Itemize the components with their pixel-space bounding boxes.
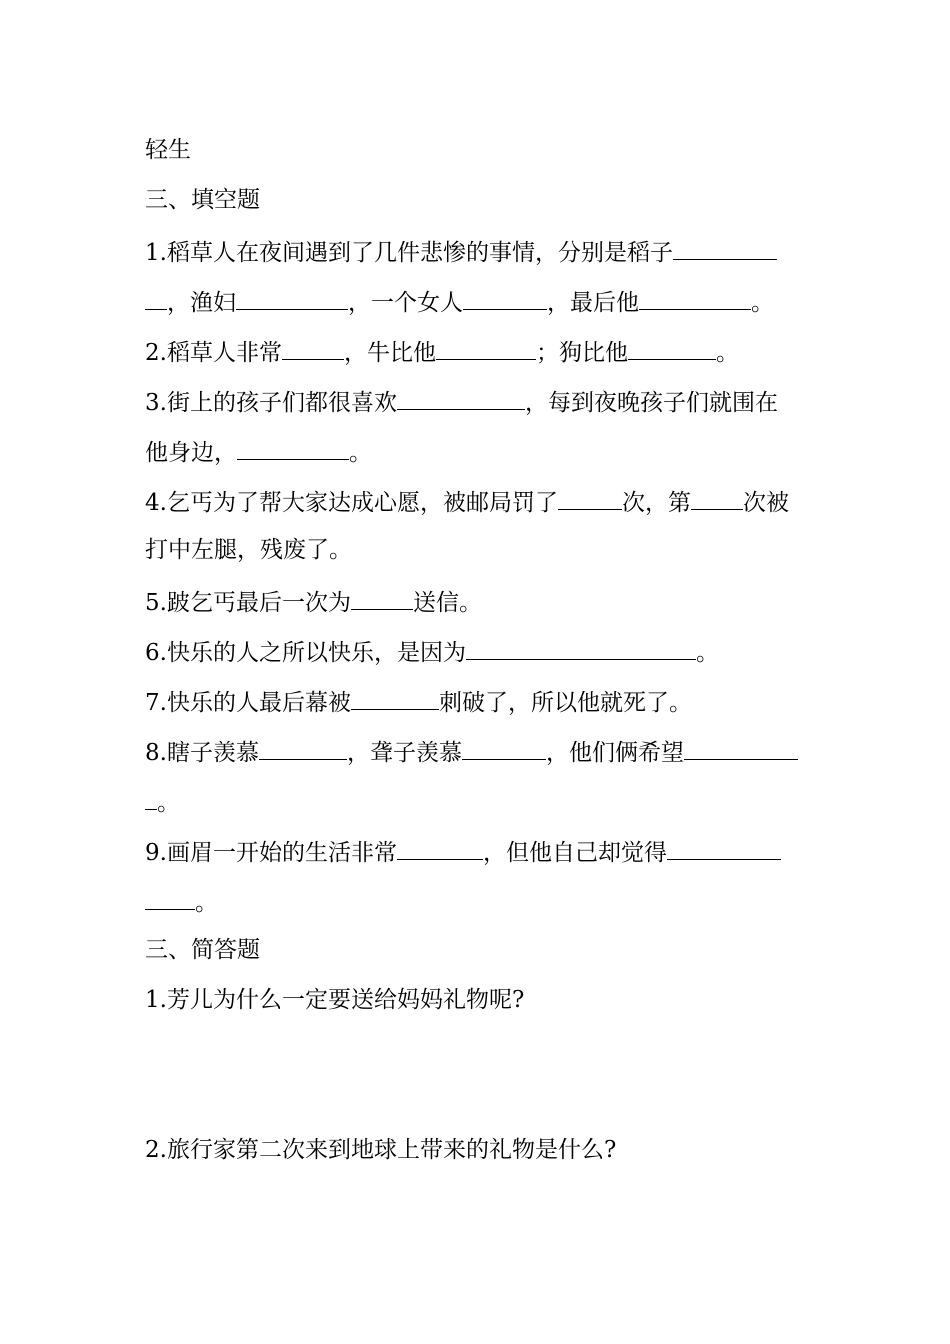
text-segment: 2.稻草人非常 <box>145 340 282 366</box>
text-line <box>145 133 835 167</box>
text-segment: ，牛比他 <box>343 340 436 366</box>
answer-blank[interactable] <box>684 733 798 760</box>
question-3-line-2 <box>145 433 835 467</box>
text-segment: ，一个女人 <box>348 290 463 316</box>
text-segment: 刺破了，所以他就死了。 <box>438 690 692 716</box>
answer-blank[interactable] <box>628 333 716 360</box>
question-4-line-2 <box>145 533 835 567</box>
text-segment: 4.乞丐为了帮大家达成心愿，被邮局罚了 <box>145 490 558 516</box>
question-1-line-2 <box>145 283 835 317</box>
answer-blank[interactable] <box>282 333 344 360</box>
text-segment: 2.旅行家第二次来到地球上带来的礼物是什么? <box>145 1137 617 1163</box>
answer-blank[interactable] <box>463 283 547 310</box>
answer-blank[interactable] <box>145 783 157 810</box>
answer-blank[interactable] <box>462 733 546 760</box>
text-segment: 轻生 <box>145 137 191 163</box>
text-segment: 。 <box>751 290 774 316</box>
question-3-line-1 <box>145 383 835 417</box>
answer-blank[interactable] <box>466 633 696 660</box>
question-4-line-1 <box>145 483 835 517</box>
text-segment: 9.画眉一开始的生活非常 <box>145 840 397 866</box>
text-segment: 打中左腿，残废了。 <box>145 537 352 563</box>
question-6 <box>145 633 835 667</box>
section-heading-text: 三、填空题 <box>145 187 260 213</box>
answer-blank[interactable] <box>673 233 777 260</box>
text-segment: 3.街上的孩子们都很喜欢 <box>145 390 397 416</box>
text-segment: 次被 <box>742 490 789 516</box>
question-7 <box>145 683 835 717</box>
text-segment: ，但他自己却觉得 <box>482 840 667 866</box>
text-segment: 7.快乐的人最后幕被 <box>145 690 351 716</box>
text-segment: 5.跛乞丐最后一次为 <box>145 590 351 616</box>
text-segment: 送信。 <box>412 590 482 616</box>
answer-blank[interactable] <box>237 433 349 460</box>
question-5 <box>145 583 835 617</box>
answer-blank[interactable] <box>145 883 195 910</box>
answer-blank[interactable] <box>639 283 751 310</box>
text-segment: 。 <box>349 440 372 466</box>
answer-blank[interactable] <box>236 283 348 310</box>
question-8-line-2 <box>145 783 835 817</box>
answer-blank[interactable] <box>558 483 622 510</box>
text-segment: 。 <box>195 890 218 916</box>
text-segment: 。 <box>695 640 719 666</box>
text-segment: ，最后他 <box>547 290 639 316</box>
text-segment: 。 <box>157 790 180 816</box>
text-segment: 6.快乐的人之所以快乐，是因为 <box>145 640 466 666</box>
answer-blank[interactable] <box>397 833 483 860</box>
answer-blank[interactable] <box>436 333 536 360</box>
short-answer-question-1 <box>145 983 835 1017</box>
short-answer-question-2 <box>145 1133 835 1167</box>
question-2 <box>145 333 835 367</box>
text-segment: 次，第 <box>621 490 691 516</box>
text-segment: 1.稻草人在夜间遇到了几件悲惨的事情，分别是稻子 <box>145 240 673 266</box>
section-heading-short-answer <box>145 933 835 967</box>
answer-blank[interactable] <box>667 833 781 860</box>
text-segment: ，他们俩希望 <box>545 740 684 766</box>
text-segment: ，每到夜晚孩子们就围在 <box>524 390 778 416</box>
text-segment: 8.瞎子羡慕 <box>145 740 259 766</box>
answer-blank[interactable] <box>691 483 743 510</box>
section-heading-text: 三、简答题 <box>145 937 260 963</box>
answer-blank[interactable] <box>351 683 439 710</box>
answer-blank[interactable] <box>351 583 413 610</box>
answer-blank[interactable] <box>145 283 167 310</box>
question-8-line-1 <box>145 733 835 767</box>
answer-blank[interactable] <box>259 733 347 760</box>
question-1-line-1 <box>145 233 835 267</box>
section-heading-fill-in <box>145 183 835 217</box>
text-segment: 。 <box>715 340 739 366</box>
question-9-line-1 <box>145 833 835 867</box>
answer-blank[interactable] <box>397 383 525 410</box>
text-segment: 他身边， <box>145 440 237 466</box>
question-9-line-2 <box>145 883 835 917</box>
text-segment: ，渔妇 <box>167 290 236 316</box>
text-segment: ，聋子羡慕 <box>346 740 462 766</box>
text-segment: ；狗比他 <box>535 340 628 366</box>
text-segment: 1.芳儿为什么一定要送给妈妈礼物呢? <box>145 987 525 1013</box>
